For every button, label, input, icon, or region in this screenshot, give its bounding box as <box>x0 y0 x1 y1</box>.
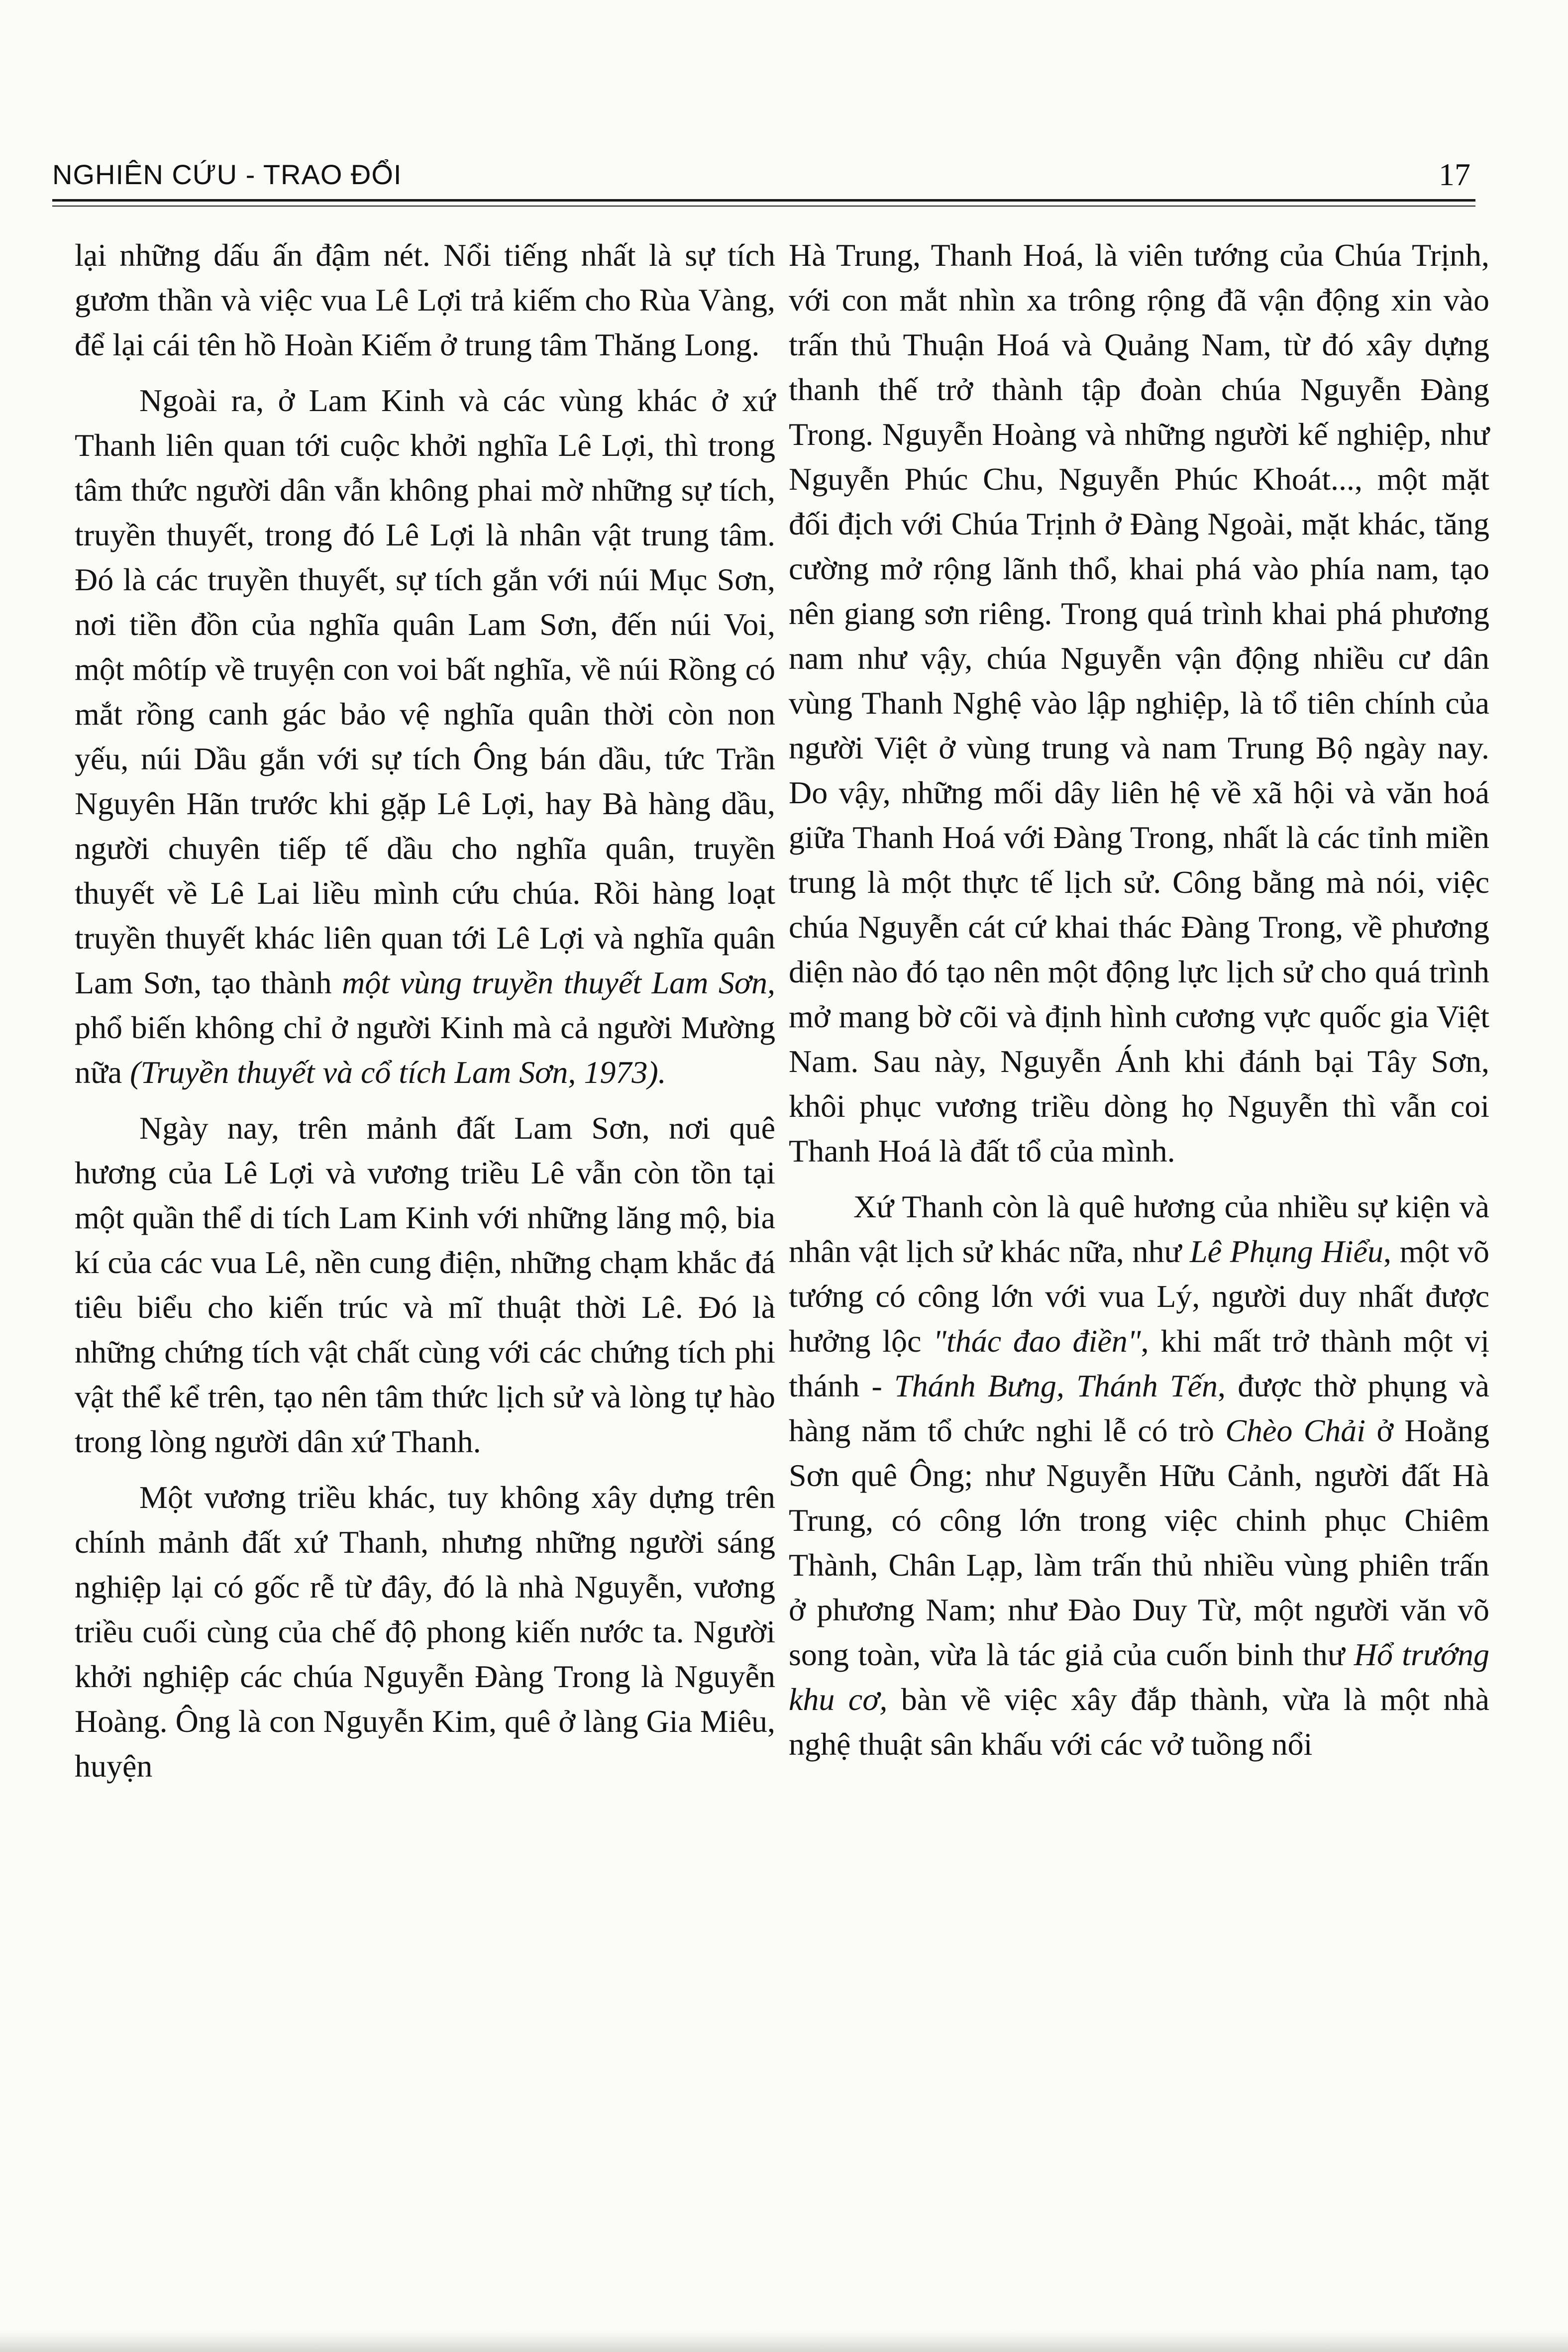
paragraph-text: Một vương triều khác, tuy không xây dựng trên chính mảnh đất xứ Thanh, nhưng những người sáng nghiệp lại có gốc rễ từ đây, đó là nhà Nguyễn, vương triều cuối cùng của chế độ phong kiến nước ta. Người khởi nghiệp các chúa Nguyễn Đàng Trong là Nguyễn Hoàng. Ông là con Nguyễn Kim, quê ở làng Gia Miêu, huyện <box>75 1480 775 1784</box>
paragraph-text: Ngoài ra, ở Lam Kinh và các vùng khác ở xứ Thanh liên quan tới cuộc khởi nghĩa Lê Lợi, thì trong tâm thức người dân vẫn không phai mờ những sự tích, truyền thuyết, trong đó Lê Lợi là nhân vật trung tâm. Đó là các truyền thuyết, sự tích gắn với núi Mục Sơn, nơi tiền đồn của nghĩa quân Lam Sơn, đến núi Voi, một môtíp về truyện con voi bất nghĩa, về núi Rồng có mắt rồng canh gác bảo vệ nghĩa quân thời còn non yếu, núi Dầu gắn với sự tích Ông bán dầu, tức Trần Nguyên Hãn trước khi gặp Lê Lợi, hay Bà hàng dầu, người chuyên tiếp tế dầu cho nghĩa quân, truyền thuyết về Lê Lai liều mình cứu chúa. Rồi hàng loạt truyền thuyết khác liên quan tới Lê Lợi và nghĩa quân Lam Sơn, tạo thành <box>75 383 775 1000</box>
paragraph-text: lại những dấu ấn đậm nét. Nổi tiếng nhất là sự tích gươm thần và việc vua Lê Lợi trả kiếm cho Rùa Vàng, để lại cái tên hồ Hoàn Kiếm ở trung tâm Thăng Long. <box>75 237 775 362</box>
italic-name: Thánh Bưng, Thánh Tến <box>894 1368 1218 1403</box>
citation: (Truyền thuyết và cổ tích Lam Sơn, 1973). <box>130 1055 666 1090</box>
paragraph-text: , được thờ phụng và hàng năm tổ chức nghi lễ có trò <box>789 1368 1490 1448</box>
italic-term: "thác đao điền" <box>933 1323 1141 1359</box>
italic-phrase: một vùng truyền thuyết Lam Sơn, <box>342 965 776 1000</box>
paragraph-3 <box>75 1106 775 1464</box>
right-column <box>789 233 1489 1767</box>
book-title: Hổ trướng khu cơ, <box>789 1637 1490 1717</box>
paragraph-text: Hà Trung, Thanh Hoá, là viên tướng của Chúa Trịnh, với con mắt nhìn xa trông rộng đã vận động xin vào trấn thủ Thuận Hoá và Quảng Nam, từ đó xây dựng thanh thế trở thành tập đoàn chúa Nguyễn Đàng Trong. Nguyễn Hoàng và những người kế nghiệp, như Nguyễn Phúc Chu, Nguyễn Phúc Khoát..., một mặt đối địch với Chúa Trịnh ở Đàng Ngoài, mặt khác, tăng cường mở rộng lãnh thổ, khai phá vào phía nam, tạo nên giang sơn riêng. Trong quá trình khai phá phương nam như vậy, chúa Nguyễn vận động nhiều cư dân vùng Thanh Nghệ vào lập nghiệp, là tổ tiên chính của người Việt ở vùng trung và nam Trung Bộ ngày nay. Do vậy, những mối dây liên hệ về xã hội và văn hoá giữa Thanh Hoá với Đàng Trong, nhất là các tỉnh miền trung là một thực tế lịch sử. Công bằng mà nói, việc chúa Nguyễn cát cứ khai thác Đàng Trong, về phương diện nào đó tạo nên một động lực lịch sử cho quá trình mở mang bờ cõi và định hình cương vực quốc gia Việt Nam. Sau này, Nguyễn Ánh khi đánh bại Tây Sơn, khôi phục vương triều dòng họ Nguyễn thì vẫn coi Thanh Hoá là đất tổ của mình. <box>789 237 1489 1169</box>
header-rule-thin <box>52 206 1475 207</box>
paragraph-text: bàn về việc xây đắp thành, vừa là một nhà nghệ thuật sân khấu với các vở tuồng nổi <box>789 1682 1490 1762</box>
paragraph-text: Ngày nay, trên mảnh đất Lam Sơn, nơi quê hương của Lê Lợi và vương triều Lê vẫn còn tồn tại một quần thể di tích Lam Kinh với những lăng mộ, bia kí của các vua Lê, nền cung điện, những chạm khắc đá tiêu biểu cho kiến trúc và mĩ thuật thời Lê. Đó là những chứng tích vật chất cùng với các chứng tích phi vật thể kể trên, tạo nên tâm thức lịch sử và lòng tự hào trong lòng người dân xứ Thanh. <box>75 1110 775 1459</box>
paragraph-1 <box>75 233 775 367</box>
page-number: 17 <box>1439 157 1470 192</box>
scan-edge-shadow <box>0 2331 1568 2352</box>
running-header <box>52 158 1470 193</box>
left-column <box>75 233 775 1789</box>
section-title: NGHIÊN CỨU - TRAO ĐỔI <box>52 159 402 190</box>
header-rule-thick <box>52 199 1475 202</box>
paragraph-text: , khi mất trở thành một vị thánh - <box>789 1323 1490 1403</box>
paragraph-2 <box>75 378 775 1095</box>
paragraph-text: , một võ tướng có công lớn với vua Lý, người duy nhất được hưởng lộc <box>789 1234 1490 1359</box>
paragraph-5 <box>789 233 1489 1174</box>
italic-name: Lê Phụng Hiểu <box>1189 1234 1383 1269</box>
paragraph-4 <box>75 1475 775 1789</box>
italic-term: Chèo Chải <box>1225 1413 1366 1448</box>
paragraph-6 <box>789 1184 1489 1767</box>
paragraph-text: phổ biến không chỉ ở người Kinh mà cả người Mường nữa <box>75 1010 775 1090</box>
paragraph-text: ở Hoằng Sơn quê Ông; như Nguyễn Hữu Cảnh, người đất Hà Trung, có công lớn trong việc chinh phục Chiêm Thành, Chân Lạp, làm trấn thủ nhiều vùng phiên trấn ở phương Nam; như Đào Duy Từ, một người văn võ song toàn, vừa là tác giả của cuốn binh thư <box>789 1413 1490 1672</box>
paragraph-text: Xứ Thanh còn là quê hương của nhiều sự kiện và nhân vật lịch sử khác nữa, như <box>789 1189 1489 1269</box>
